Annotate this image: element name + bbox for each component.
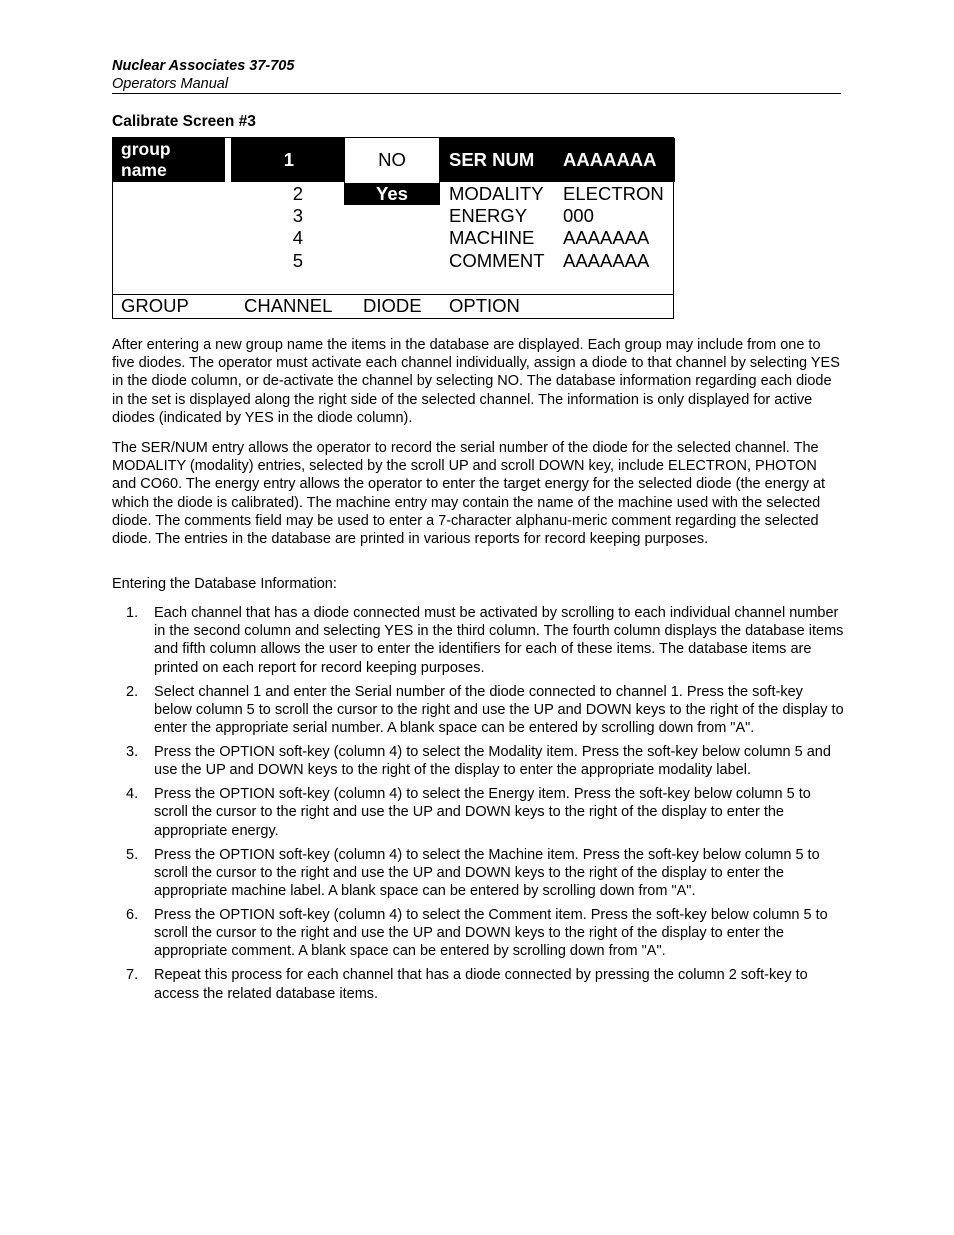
db-value-ser-num: AAAAAAA bbox=[563, 149, 657, 170]
channel-4: 4 bbox=[292, 227, 303, 248]
step-item bbox=[112, 846, 844, 901]
softkey-option: OPTION bbox=[449, 295, 520, 316]
step-text: Press the OPTION soft-key (column 4) to select the Machine item. Press the soft-key below column 5 to scroll the cursor to the right and use the UP and DOWN keys to the right of the display to enter the appropriate machine label. A blank space can be entered by scrolling down from "A". bbox=[154, 846, 820, 900]
step-number: 3. bbox=[126, 744, 139, 761]
channel-1: 1 bbox=[283, 149, 294, 170]
paragraph-database-entries: The SER/NUM entry allows the operator to record the serial number of the diode for the selected channel. The MODALITY (modality) entries, selected by the scroll UP and scroll DOWN key, include ELECTRON, PHOTON and CO60. The energy entry allows the operator to enter the target energy for the selected diode (the energy at which the diode is calibrated). The machine entry may contain the name of the machine used with the selected diode. The comments field may be used to enter a 7-character alphanu-meric comment regarding the selected diode. The entries in the database are printed in various reports for record keeping purposes. bbox=[112, 440, 826, 548]
db-key-machine: MACHINE bbox=[449, 227, 535, 248]
group-label-line2: name bbox=[121, 160, 167, 180]
selected-database-item bbox=[440, 138, 675, 182]
channel-5: 5 bbox=[292, 250, 303, 271]
diode-no-option: NO bbox=[378, 149, 406, 170]
paragraph-entering-heading: Entering the Database Information: bbox=[112, 576, 337, 592]
header-rule bbox=[112, 93, 841, 94]
page-header bbox=[112, 57, 840, 93]
step-text: Select channel 1 and enter the Serial number of the diode connected to channel 1. Press the soft-key below column 5 to scroll the cursor to the right and use the UP and DOWN keys to the right of the display to enter the appropriate serial number. A blank space can be entered by scrolling down from "A". bbox=[154, 683, 844, 737]
manual-subtitle: Operators Manual bbox=[112, 76, 229, 92]
db-value-machine: AAAAAAA bbox=[563, 227, 650, 248]
softkey-channel: CHANNEL bbox=[244, 295, 333, 316]
manual-title: Nuclear Associates 37-705 bbox=[112, 58, 295, 74]
instruction-steps bbox=[112, 604, 844, 1009]
channel-2: 2 bbox=[292, 183, 303, 204]
step-item bbox=[112, 785, 844, 840]
diode-yes-option: Yes bbox=[345, 183, 439, 205]
selected-channel-highlight bbox=[231, 138, 344, 182]
db-key-energy: ENERGY bbox=[449, 205, 528, 226]
step-text: Each channel that has a diode connected must be activated by scrolling to each individual channel number in the second column and selecting YES in the third column. The fourth column displays the database items and fifth column allows the user to enter the identifiers for each of these items. The database items are printed on each report for record keeping purposes. bbox=[154, 605, 844, 676]
db-key-comment: COMMENT bbox=[449, 250, 545, 271]
calibrate-screen-display bbox=[112, 137, 674, 319]
step-item bbox=[112, 966, 844, 1002]
step-item bbox=[112, 743, 844, 779]
group-name-field bbox=[113, 138, 225, 182]
column-divider bbox=[439, 138, 440, 205]
softkey-group: GROUP bbox=[121, 295, 189, 316]
step-item bbox=[112, 906, 844, 961]
step-text: Press the OPTION soft-key (column 4) to select the Energy item. Press the soft-key below column 5 to scroll the cursor to the right and use the UP and DOWN keys to the right of the display to enter the appropriate energy. bbox=[154, 786, 811, 839]
db-value-modality: ELECTRON bbox=[563, 183, 664, 204]
step-item bbox=[112, 604, 844, 677]
softkey-diode: DIODE bbox=[363, 295, 422, 316]
step-text: Press the OPTION soft-key (column 4) to select the Modality item. Press the soft-key below column 5 and use the UP and DOWN keys to the right of the display to enter the appropriate modality label. bbox=[154, 744, 831, 779]
db-value-energy: 000 bbox=[563, 205, 594, 226]
db-value-comment: AAAAAAA bbox=[563, 250, 650, 271]
section-title: Calibrate Screen #3 bbox=[112, 113, 256, 130]
db-key-ser-num: SER NUM bbox=[449, 149, 535, 170]
step-text: Repeat this process for each channel that has a diode connected by pressing the column 2 soft-key to access the related database items. bbox=[154, 967, 808, 1002]
db-key-modality: MODALITY bbox=[449, 183, 544, 204]
step-number: 4. bbox=[126, 786, 139, 803]
step-number: 7. bbox=[126, 967, 139, 984]
step-number: 1. bbox=[126, 605, 139, 621]
step-item bbox=[112, 683, 844, 738]
paragraph-database-intro: After entering a new group name the items in the database are displayed. Each group may include from one to five diodes. The operator must activate each channel individually, assign a diode to that channel by selecting YES in the diode column, or de-activate the channel by selecting NO. The database information regarding each diode in the set is displayed along the right side of the selected channel. The information is only displayed for active diodes (indicated by YES in the diode column). bbox=[112, 337, 840, 426]
step-number: 5. bbox=[126, 846, 139, 863]
channel-3: 3 bbox=[292, 205, 303, 226]
group-label-line1: group bbox=[121, 139, 171, 159]
step-text: Press the OPTION soft-key (column 4) to select the Comment item. Press the soft-key below column 5 to scroll the cursor to the right and use the UP and DOWN keys to the right of the display to enter the appropriate comment. A blank space can be entered by scrolling down from "A". bbox=[154, 907, 828, 960]
step-number: 6. bbox=[126, 907, 139, 924]
step-number: 2. bbox=[126, 683, 139, 700]
